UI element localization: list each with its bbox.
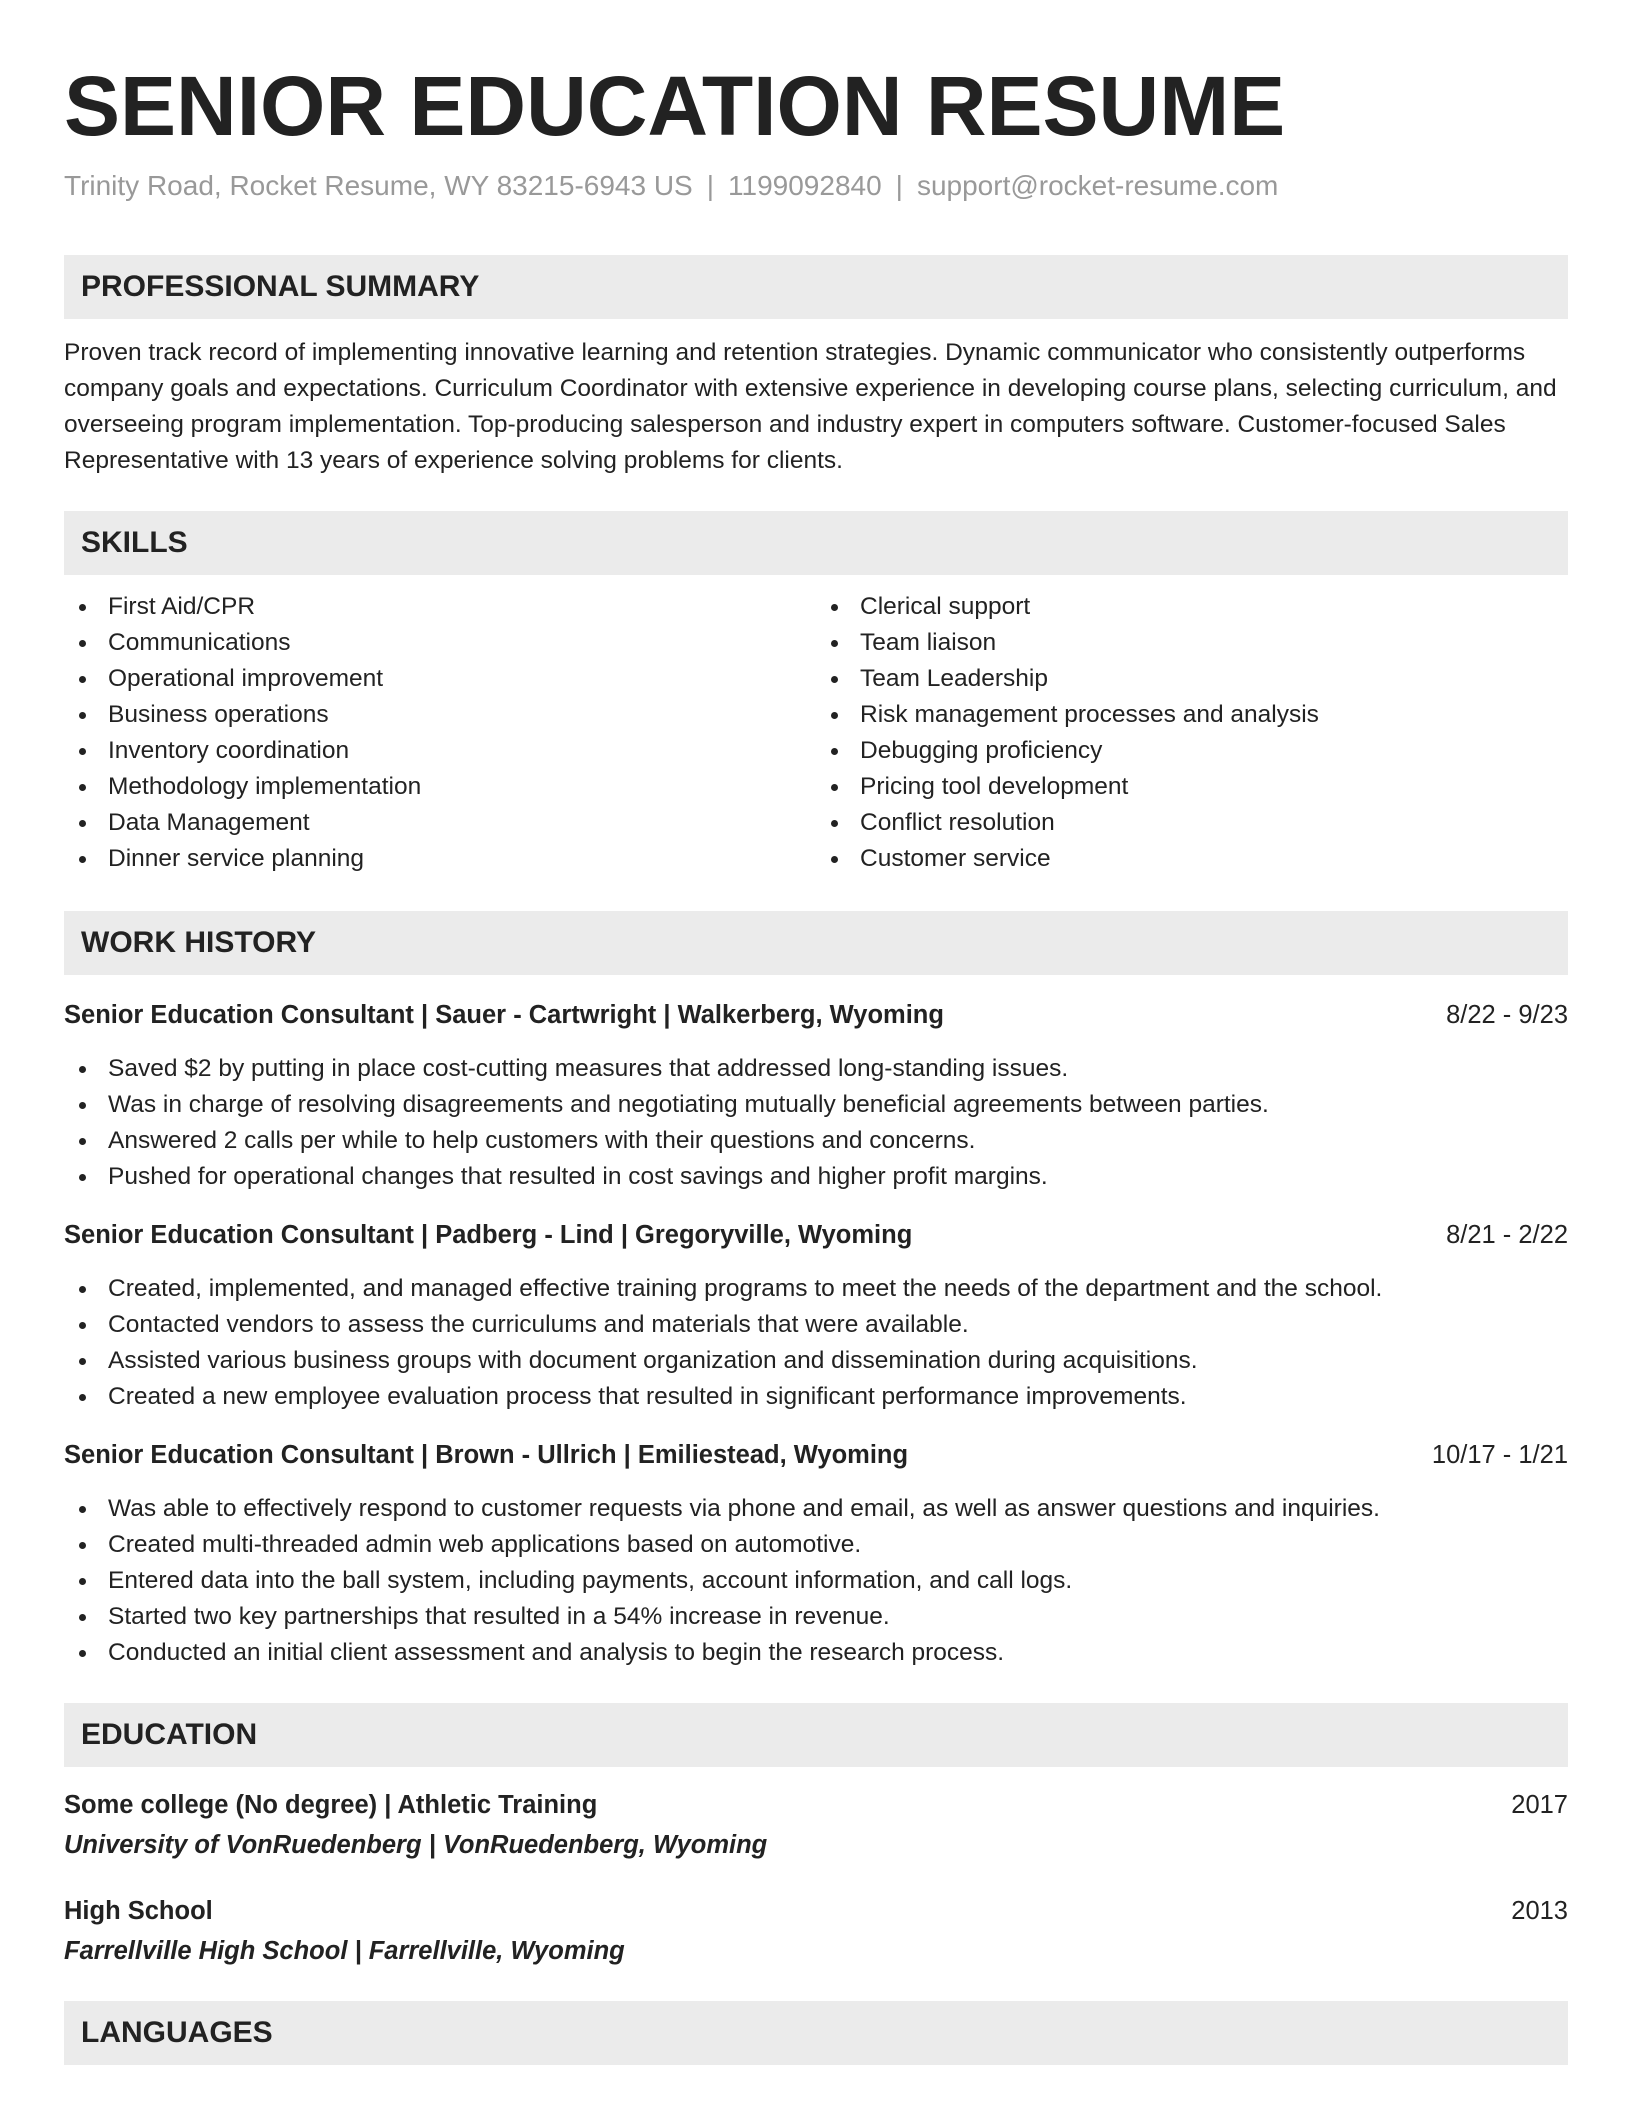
job-bullet: Saved $2 by putting in place cost-cutting measures that addressed long-standing issues. [64,1051,1568,1087]
summary-text: Proven track record of implementing innovative learning and retention strategies. Dynamic communicator who consistently outperforms company goals and expectations. Curriculum Coordinator with extensive experience in developing course plans, selecting curriculum, and overseeing program implementation. Top-producing salesperson and industry expert in computers software. Customer-focused Sales Representative with 13 years of experience solving problems for clients. [64,338,1557,474]
contact-address: Trinity Road, Rocket Resume, WY 83215-6943 US [64,170,693,202]
skill-item: Debugging proficiency [816,733,1568,769]
skill-item: Business operations [64,697,816,733]
job-dates: 8/21 - 2/22 [1446,1220,1568,1249]
resume-title: SENIOR EDUCATION RESUME [64,59,1286,153]
skill-item: Customer service [816,841,1568,877]
education-year: 2013 [1511,1896,1568,1925]
job-bullet: Answered 2 calls per while to help customers with their questions and concerns. [64,1123,1568,1159]
job-header [64,1217,1568,1253]
job-bullet: Conducted an initial client assessment and analysis to begin the research process. [64,1635,1568,1671]
job-entry [64,1437,1568,1671]
job-entry [64,997,1568,1195]
job-bullets [64,1491,1568,1671]
section-heading-summary: PROFESSIONAL SUMMARY [64,255,1568,319]
skill-item: Methodology implementation [64,769,816,805]
skill-item: First Aid/CPR [64,589,816,625]
skill-item: Operational improvement [64,661,816,697]
skill-item: Communications [64,625,816,661]
education-header [64,1893,1568,1929]
job-bullet: Contacted vendors to assess the curriculums and materials that were available. [64,1307,1568,1343]
contact-email: support@rocket-resume.com [916,170,1279,202]
skill-item: Conflict resolution [816,805,1568,841]
section-heading-education: EDUCATION [64,1703,1568,1767]
skill-item: Pricing tool development [816,769,1568,805]
job-bullet: Was able to effectively respond to customer requests via phone and email, as well as answer questions and inquiries. [64,1491,1568,1527]
skills-column-right [816,589,1568,877]
job-title: Senior Education Consultant | Brown - Ullrich | Emiliestead, Wyoming [64,1440,909,1469]
education-degree: Some college (No degree) | Athletic Training [64,1790,598,1819]
section-heading-work-history: WORK HISTORY [64,911,1568,975]
job-header [64,997,1568,1033]
section-heading-languages: LANGUAGES [64,2001,1568,2065]
education-year: 2017 [1511,1790,1568,1819]
education-school: University of VonRuedenberg | VonRuedenberg, Wyoming [64,1830,768,1859]
education-entry [64,1893,1568,1969]
job-title: Senior Education Consultant | Sauer - Cartwright | Walkerberg, Wyoming [64,1000,944,1029]
skill-item: Data Management [64,805,816,841]
education-degree: High School [64,1896,213,1925]
skills-column-left [64,589,816,877]
job-bullet: Assisted various business groups with document organization and dissemination during acquisitions. [64,1343,1568,1379]
skill-item: Team Leadership [816,661,1568,697]
education-entry [64,1787,1568,1863]
job-bullet: Started two key partnerships that resulted in a 54% increase in revenue. [64,1599,1568,1635]
education-school: Farrellville High School | Farrellville, Wyoming [64,1936,625,1965]
contact-separator: | [706,170,715,202]
job-dates: 8/22 - 9/23 [1446,1000,1568,1029]
skill-item: Inventory coordination [64,733,816,769]
job-bullet: Created multi-threaded admin web applications based on automotive. [64,1527,1568,1563]
skill-item: Clerical support [816,589,1568,625]
skills-list [64,589,1568,877]
skill-item: Risk management processes and analysis [816,697,1568,733]
section-heading-skills: SKILLS [64,511,1568,575]
job-header [64,1437,1568,1473]
job-bullet: Entered data into the ball system, including payments, account information, and call logs. [64,1563,1568,1599]
skill-item: Team liaison [816,625,1568,661]
contact-phone: 1199092840 [728,170,882,202]
job-bullets [64,1271,1568,1415]
job-title: Senior Education Consultant | Padberg - Lind | Gregoryville, Wyoming [64,1220,913,1249]
job-bullet: Created, implemented, and managed effective training programs to meet the needs of the department and the school. [64,1271,1568,1307]
job-bullets [64,1051,1568,1195]
contact-separator: | [895,170,903,202]
contact-line [64,168,1568,204]
job-entry [64,1217,1568,1415]
job-dates: 10/17 - 1/21 [1431,1440,1568,1469]
education-header [64,1787,1568,1823]
skill-item: Dinner service planning [64,841,816,877]
job-bullet: Pushed for operational changes that resulted in cost savings and higher profit margins. [64,1159,1568,1195]
job-bullet: Created a new employee evaluation process that resulted in significant performance improvements. [64,1379,1568,1415]
job-bullet: Was in charge of resolving disagreements and negotiating mutually beneficial agreements between parties. [64,1087,1568,1123]
